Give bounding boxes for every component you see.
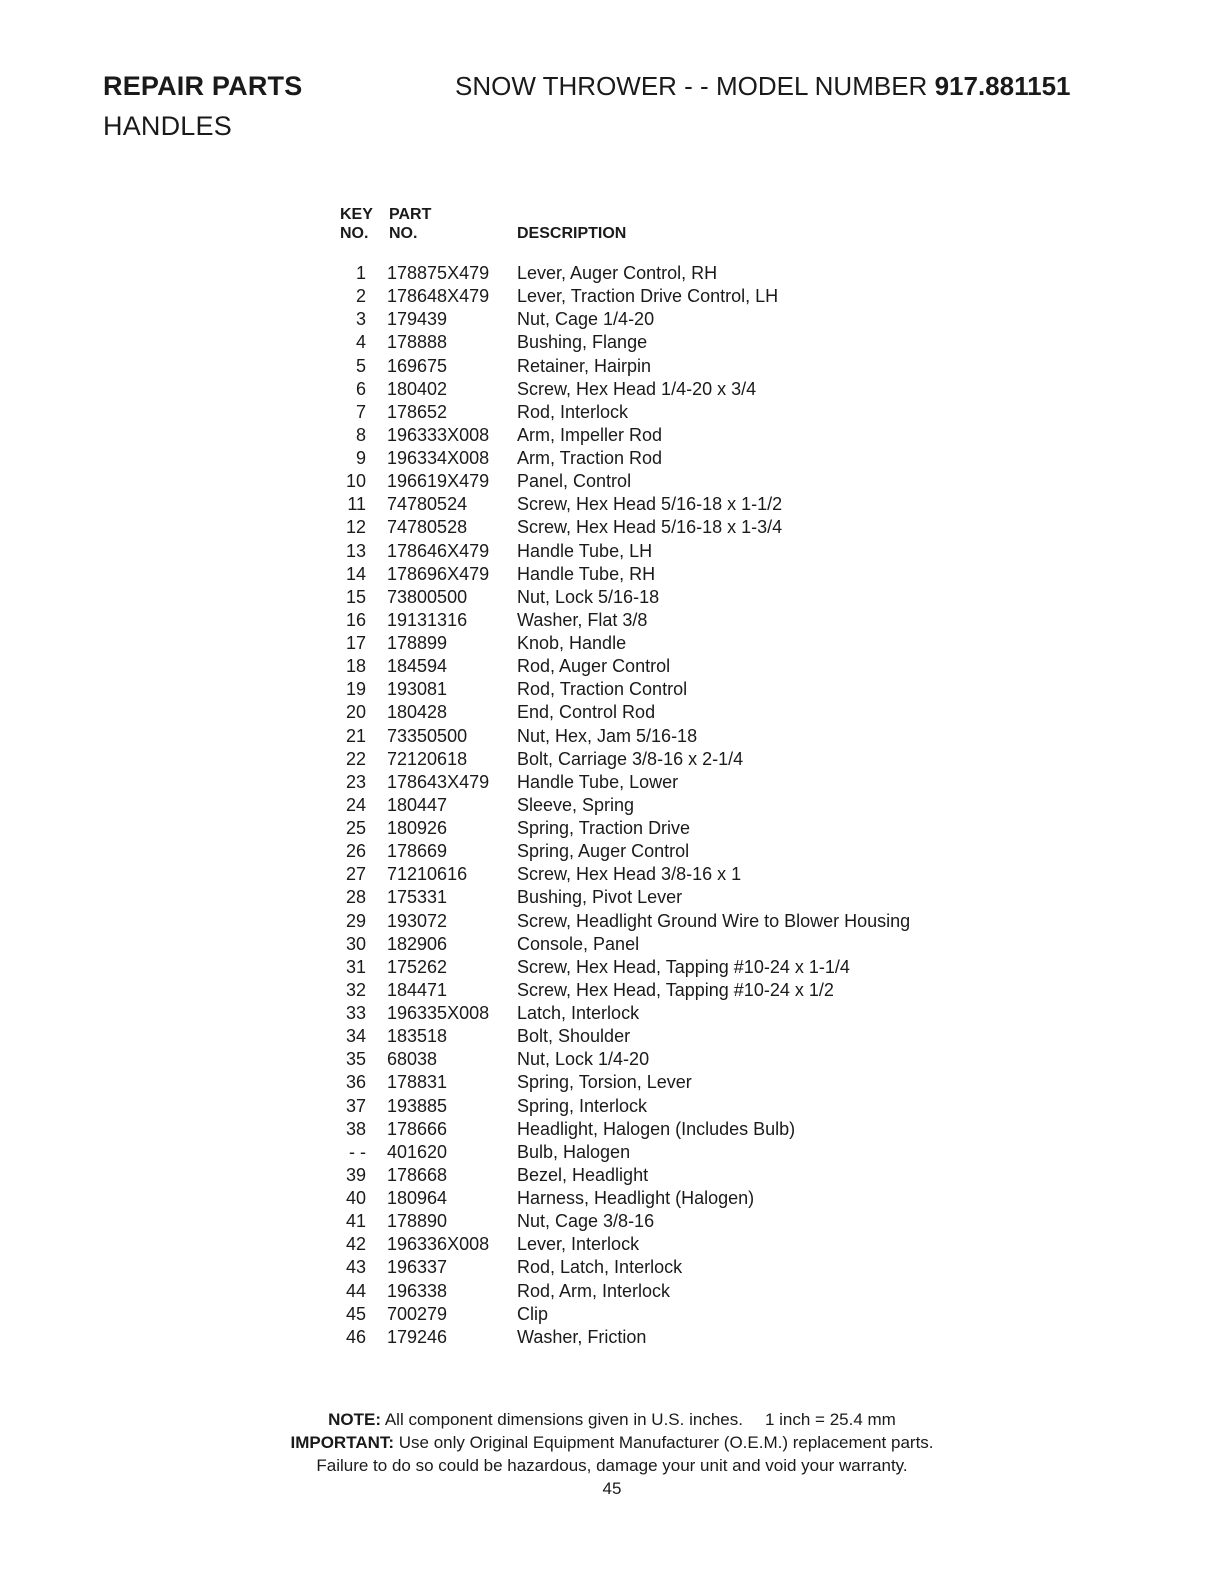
key-cell: 26	[345, 841, 366, 862]
description-cell: Handle Tube, RH	[517, 563, 656, 584]
part-number-cell: 179246	[387, 1326, 448, 1347]
part-number-cell: 178643X479	[387, 771, 490, 792]
description-cell: Spring, Interlock	[517, 1095, 648, 1116]
key-cell: 29	[345, 910, 366, 931]
description-cell: Nut, Hex, Jam 5/16-18	[517, 725, 698, 746]
key-cell: 35	[345, 1049, 366, 1070]
part-number-cell: 68038	[387, 1049, 438, 1070]
description-cell: Lever, Traction Drive Control, LH	[517, 286, 779, 307]
description-cell: Screw, Hex Head 5/16-18 x 1-3/4	[517, 517, 783, 538]
key-cell: 27	[345, 864, 366, 885]
table-row	[330, 678, 990, 701]
key-cell: 16	[345, 609, 366, 630]
important-label: IMPORTANT:	[290, 1433, 395, 1452]
key-cell: 30	[345, 933, 366, 954]
table-row	[330, 609, 990, 632]
key-cell: 41	[345, 1211, 366, 1232]
key-cell: 40	[345, 1188, 366, 1208]
table-row	[330, 378, 990, 401]
part-number-cell: 178890	[387, 1211, 448, 1232]
description-cell: Console, Panel	[517, 933, 640, 954]
part-number-cell: 196335X008	[387, 1003, 490, 1023]
key-cell: 39	[345, 1164, 366, 1185]
table-row	[330, 1095, 990, 1118]
important-line	[0, 1431, 1224, 1454]
table-row	[330, 771, 990, 794]
description-cell: Screw, Hex Head, Tapping #10-24 x 1-1/4	[517, 956, 850, 977]
description-cell: Rod, Latch, Interlock	[517, 1257, 683, 1278]
note-text: All component dimensions given in U.S. inches.	[381, 1410, 743, 1429]
table-row	[330, 1071, 990, 1094]
table-row	[330, 424, 990, 447]
description-cell: Screw, Hex Head 3/8-16 x 1	[517, 864, 742, 885]
key-cell: - -	[349, 1141, 366, 1162]
description-cell: Rod, Traction Control	[517, 679, 688, 700]
key-cell: 4	[355, 332, 366, 353]
part-number-cell: 180926	[387, 818, 448, 838]
description-cell: Bushing, Flange	[517, 332, 648, 353]
table-row	[330, 1210, 990, 1233]
note-conversion: 1 inch = 25.4 mm	[764, 1410, 896, 1429]
table-row	[330, 1326, 990, 1349]
table-row	[330, 1048, 990, 1071]
table-row	[330, 886, 990, 909]
key-cell: 3	[355, 309, 366, 330]
key-cell: 42	[345, 1234, 366, 1255]
table-row	[330, 262, 990, 285]
product-heading	[455, 70, 1071, 102]
description-cell: Knob, Handle	[517, 633, 627, 653]
table-row	[330, 1002, 990, 1025]
description-cell: Lever, Interlock	[517, 1234, 640, 1255]
table-row	[330, 701, 990, 724]
part-number-cell: 74780528	[387, 517, 468, 538]
parts-list	[330, 262, 990, 1349]
table-row	[330, 748, 990, 771]
table-row	[330, 725, 990, 748]
note-label: NOTE:	[328, 1410, 382, 1429]
key-cell: 43	[345, 1257, 366, 1278]
description-cell: Panel, Control	[517, 471, 632, 492]
part-number-cell: 401620	[387, 1141, 448, 1162]
part-number-cell: 178666	[387, 1118, 448, 1139]
part-number-cell: 178648X479	[387, 286, 490, 307]
table-row	[330, 1280, 990, 1303]
table-row	[330, 840, 990, 863]
key-cell: 12	[345, 517, 366, 538]
table-row	[330, 285, 990, 308]
table-row	[330, 401, 990, 424]
table-row	[330, 933, 990, 956]
key-cell: 23	[345, 771, 366, 792]
part-number-cell: 74780524	[387, 494, 468, 515]
description-cell: Washer, Flat 3/8	[517, 609, 648, 630]
key-cell: 37	[345, 1095, 366, 1116]
description-cell: Handle Tube, LH	[517, 540, 653, 561]
description-cell: Bulb, Halogen	[517, 1141, 631, 1162]
key-cell: 36	[345, 1072, 366, 1093]
key-cell: 8	[355, 424, 366, 445]
table-row	[330, 655, 990, 678]
description-cell: Bushing, Pivot Lever	[517, 887, 683, 908]
description-cell: Sleeve, Spring	[517, 794, 635, 815]
table-row	[330, 540, 990, 563]
part-number-cell: 184471	[387, 979, 448, 1000]
part-number-cell: 196334X008	[387, 448, 490, 468]
page-heading	[103, 70, 302, 142]
part-number-cell: 175331	[387, 887, 448, 908]
part-number-cell: 175262	[387, 956, 448, 977]
key-cell: 44	[345, 1280, 366, 1301]
description-cell: Arm, Impeller Rod	[517, 424, 663, 445]
description-cell: Spring, Auger Control	[517, 841, 690, 862]
key-cell: 22	[345, 748, 366, 769]
table-row	[330, 817, 990, 840]
key-cell: 33	[345, 1003, 366, 1023]
key-cell: 34	[345, 1026, 366, 1047]
part-number-cell: 193885	[387, 1095, 448, 1116]
table-row	[330, 355, 990, 378]
table-row	[330, 1187, 990, 1210]
description-cell: Bolt, Carriage 3/8-16 x 2-1/4	[517, 748, 744, 769]
part-number-cell: 196338	[387, 1280, 448, 1301]
part-number-cell: 178696X479	[387, 563, 490, 584]
table-row	[330, 863, 990, 886]
description-cell: Screw, Hex Head 1/4-20 x 3/4	[517, 378, 757, 399]
description-cell: Nut, Cage 3/8-16	[517, 1211, 655, 1232]
part-number-cell: 178888	[387, 332, 448, 353]
description-cell: Nut, Cage 1/4-20	[517, 309, 655, 330]
key-cell: 20	[345, 702, 366, 723]
part-number-cell: 196619X479	[387, 471, 490, 492]
product-label: SNOW THROWER - - MODEL NUMBER	[455, 71, 935, 101]
important-text: Use only Original Equipment Manufacturer (O.E.M.) replacement parts.	[394, 1433, 934, 1452]
table-row	[330, 516, 990, 539]
model-number: 917.881151	[934, 71, 1071, 101]
key-cell: 6	[355, 378, 366, 399]
part-number-cell: 71210616	[387, 864, 468, 885]
part-number-cell: 196337	[387, 1257, 448, 1278]
description-cell: Retainer, Hairpin	[517, 355, 652, 376]
part-number-cell: 180964	[387, 1188, 448, 1208]
description-cell: Bolt, Shoulder	[517, 1026, 631, 1047]
part-number-cell: 178646X479	[387, 540, 490, 561]
key-cell: 9	[355, 448, 366, 468]
table-row	[330, 910, 990, 933]
description-cell: Spring, Traction Drive	[517, 818, 691, 838]
key-cell: 31	[345, 956, 366, 977]
part-number-cell: 183518	[387, 1026, 448, 1047]
part-header-line1: PART	[389, 206, 432, 223]
description-cell: Clip	[517, 1303, 549, 1324]
key-cell: 24	[345, 794, 366, 815]
table-row	[330, 794, 990, 817]
part-number-cell: 178668	[387, 1164, 448, 1185]
description-cell: Screw, Hex Head, Tapping #10-24 x 1/2	[517, 979, 834, 1000]
key-header-line1: KEY	[340, 206, 373, 223]
part-header-line2: NO.	[389, 225, 418, 242]
part-number-cell: 178899	[387, 633, 448, 653]
part-number-cell: 196333X008	[387, 424, 490, 445]
key-cell: 11	[347, 494, 366, 515]
table-row	[330, 1025, 990, 1048]
key-cell: 32	[345, 979, 366, 1000]
part-number-cell: 180447	[387, 794, 448, 815]
table-row	[330, 470, 990, 493]
part-number-cell: 180402	[387, 378, 448, 399]
description-cell: Handle Tube, Lower	[517, 771, 679, 792]
part-number-cell: 193072	[387, 910, 448, 931]
table-row	[330, 979, 990, 1002]
part-number-cell: 196336X008	[387, 1234, 490, 1255]
table-row	[330, 493, 990, 516]
table-row	[330, 1256, 990, 1279]
description-cell: End, Control Rod	[517, 702, 656, 723]
table-row	[330, 563, 990, 586]
footer-notes	[0, 1408, 1224, 1500]
key-cell: 46	[345, 1326, 366, 1347]
key-cell: 45	[345, 1303, 366, 1324]
part-number-cell: 178875X479	[387, 263, 490, 283]
page-number: 45	[602, 1479, 622, 1498]
note-line	[0, 1408, 1224, 1431]
table-row	[330, 1303, 990, 1326]
table-row	[330, 1233, 990, 1256]
table-row	[330, 331, 990, 354]
section-title: HANDLES	[103, 111, 232, 141]
table-row	[330, 1118, 990, 1141]
table-row	[330, 1164, 990, 1187]
key-cell: 13	[345, 540, 366, 561]
part-number-cell: 700279	[387, 1303, 448, 1324]
part-number-cell: 73800500	[387, 586, 468, 607]
table-row	[330, 632, 990, 655]
key-cell: 1	[355, 263, 366, 283]
part-number-cell: 178669	[387, 841, 448, 862]
part-number-cell: 193081	[387, 679, 448, 700]
key-cell: 28	[345, 887, 366, 908]
description-cell: Bezel, Headlight	[517, 1164, 649, 1185]
key-header-line2: NO.	[340, 225, 369, 242]
table-row	[330, 1141, 990, 1164]
key-cell: 19	[345, 679, 366, 700]
key-cell: 21	[345, 725, 366, 746]
description-cell: Washer, Friction	[517, 1326, 647, 1347]
table-row	[330, 308, 990, 331]
part-number-cell: 180428	[387, 702, 448, 723]
key-cell: 7	[355, 401, 366, 422]
key-cell: 5	[355, 355, 366, 376]
description-cell: Lever, Auger Control, RH	[517, 263, 718, 283]
key-cell: 25	[345, 818, 366, 838]
repair-parts-title: REPAIR PARTS	[103, 71, 303, 101]
key-cell: 17	[345, 633, 366, 653]
description-cell: Screw, Hex Head 5/16-18 x 1-1/2	[517, 494, 783, 515]
description-cell: Nut, Lock 5/16-18	[517, 586, 660, 607]
description-cell: Spring, Torsion, Lever	[517, 1072, 692, 1093]
part-number-cell: 72120618	[387, 748, 468, 769]
description-cell: Nut, Lock 1/4-20	[517, 1049, 650, 1070]
part-number-cell: 182906	[387, 933, 448, 954]
description-cell: Rod, Interlock	[517, 401, 629, 422]
table-row	[330, 586, 990, 609]
part-number-cell: 178831	[387, 1072, 448, 1093]
table-row	[330, 447, 990, 470]
description-cell: Arm, Traction Rod	[517, 448, 663, 468]
part-number-cell: 19131316	[387, 609, 468, 630]
description-cell: Rod, Auger Control	[517, 656, 671, 677]
part-number-cell: 169675	[387, 355, 448, 376]
part-number-cell: 184594	[387, 656, 448, 677]
part-number-cell: 179439	[387, 309, 448, 330]
key-cell: 38	[345, 1118, 366, 1139]
description-header: DESCRIPTION	[517, 225, 627, 242]
key-cell: 15	[345, 586, 366, 607]
description-cell: Latch, Interlock	[517, 1003, 640, 1023]
key-cell: 18	[345, 656, 366, 677]
warning-line: Failure to do so could be hazardous, damage your unit and void your warranty.	[316, 1456, 908, 1475]
key-cell: 14	[345, 563, 366, 584]
part-number-cell: 178652	[387, 401, 448, 422]
part-number-cell: 73350500	[387, 725, 468, 746]
key-cell: 10	[345, 471, 366, 492]
description-cell: Headlight, Halogen (Includes Bulb)	[517, 1118, 796, 1139]
description-cell: Harness, Headlight (Halogen)	[517, 1188, 755, 1208]
key-cell: 2	[355, 286, 366, 307]
table-row	[330, 956, 990, 979]
description-cell: Rod, Arm, Interlock	[517, 1280, 671, 1301]
description-cell: Screw, Headlight Ground Wire to Blower Housing	[517, 910, 911, 931]
